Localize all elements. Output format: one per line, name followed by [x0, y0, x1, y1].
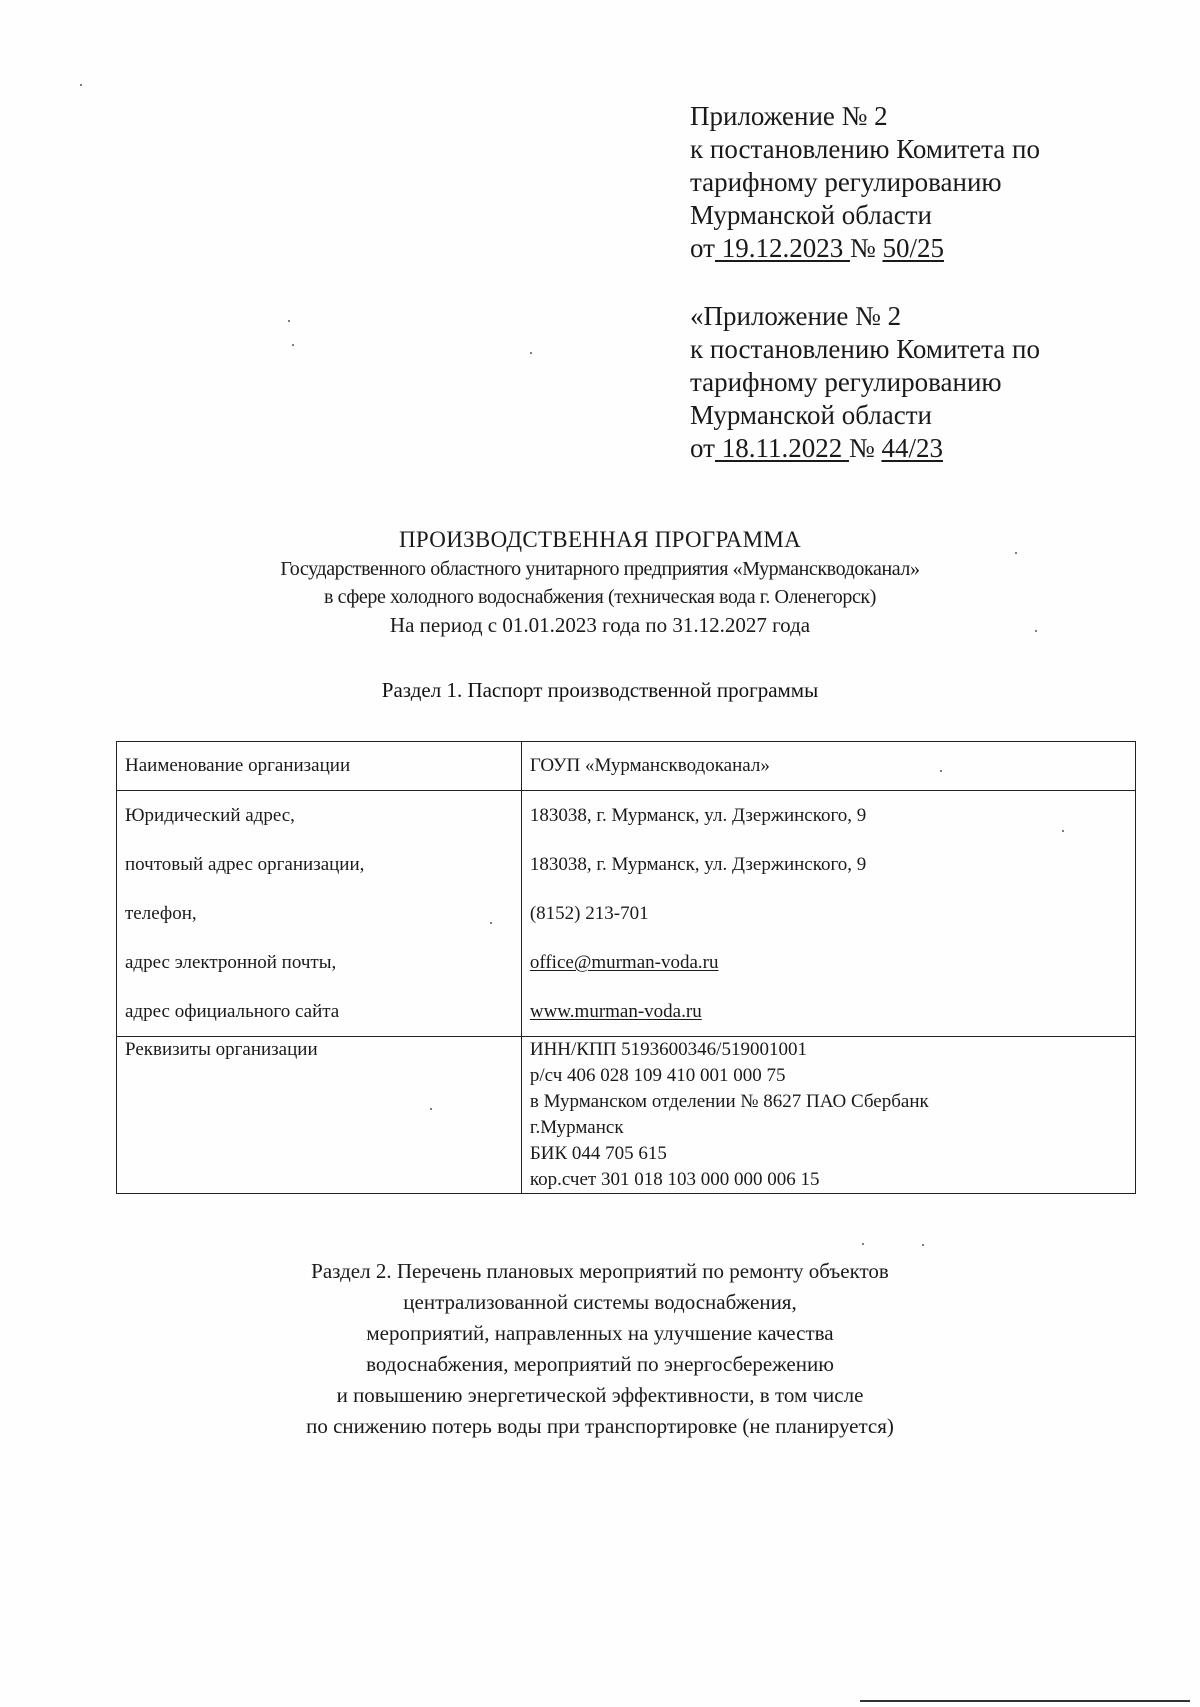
requisites-line: р/сч 406 028 109 410 001 000 75	[529, 1065, 786, 1086]
appendix-previous-date-line	[690, 432, 1150, 465]
appendix-previous-prefix: от	[690, 433, 715, 463]
section2-line: мероприятий, направленных на улучшение качества	[366, 1321, 834, 1345]
program-scope: в сфере холодного водоснабжения (техническая вода г. Оленегорск)	[323, 586, 876, 608]
phone-label: телефон,	[125, 903, 197, 924]
website-label: адрес официального сайта	[125, 1001, 340, 1022]
phone-value: (8152) 213-701	[529, 903, 649, 924]
scan-speck	[80, 84, 82, 86]
requisites-line: г.Мурманск	[529, 1117, 624, 1138]
scan-speck	[288, 320, 290, 322]
appendix-previous-date: 18.11.2022	[714, 433, 849, 463]
email-link-row	[530, 938, 1127, 987]
bottom-scan-line	[860, 1700, 1190, 1702]
passport-table	[116, 741, 1136, 1194]
table-cell	[521, 791, 1135, 1037]
appendix-current-number-sign: №	[849, 233, 883, 263]
section2-line: и повышению энергетической эффективности, в том числе	[336, 1383, 864, 1407]
postal-address-value: 183038, г. Мурманск, ул. Дзержинского, 9	[529, 854, 867, 875]
scan-speck	[940, 770, 942, 772]
website-link[interactable]: www.murman-voda.ru	[529, 1001, 702, 1022]
section2-line: по снижению потерь воды при транспортировке (не планируется)	[306, 1414, 894, 1438]
appendix-previous	[690, 300, 1150, 465]
appendix-current-prefix: от	[690, 233, 715, 263]
scan-speck	[1062, 830, 1064, 832]
program-organization: Государственного областного унитарного предприятия «Мурманскводоканал»	[280, 558, 920, 580]
appendix-previous-line4: Мурманской области	[690, 400, 932, 430]
section2-heading	[0, 1256, 1200, 1442]
program-title: ПРОИЗВОДСТВЕННАЯ ПРОГРАММА	[399, 527, 801, 552]
scan-speck	[862, 1243, 864, 1245]
appendix-previous-number-sign: №	[848, 433, 882, 463]
appendix-current-date-line	[690, 232, 1150, 265]
table-row	[117, 742, 1136, 791]
table-cell	[117, 742, 522, 791]
appendix-previous-number: 44/23	[881, 433, 943, 463]
scan-speck	[1035, 630, 1037, 632]
requisites-line: ИНН/КПП 5193600346/519001001	[529, 1039, 807, 1060]
email-label: адрес электронной почты,	[125, 952, 337, 973]
section2-line: водоснабжения, мероприятий по энергосбережению	[366, 1352, 834, 1376]
appendix-current-line3: тарифному регулированию	[690, 167, 1002, 197]
section2-line: Раздел 2. Перечень плановых мероприятий по ремонту объектов	[311, 1259, 889, 1283]
requisites-line: в Мурманском отделении № 8627 ПАО Сбербанк	[529, 1091, 929, 1112]
section1-heading: Раздел 1. Паспорт производственной программы	[381, 678, 819, 702]
appendix-current-line1: Приложение № 2	[690, 101, 888, 131]
requisites-line: кор.счет 301 018 103 000 000 006 15	[529, 1169, 820, 1190]
scan-speck	[490, 922, 492, 924]
website-link-row	[530, 987, 1127, 1036]
scan-speck	[530, 352, 532, 354]
scan-speck	[292, 344, 294, 346]
appendix-current-line2: к постановлению Комитета по	[690, 134, 1040, 164]
requisites-line: БИК 044 705 615	[529, 1143, 667, 1164]
scan-speck	[1015, 552, 1017, 554]
program-title-block	[0, 525, 1200, 639]
table-row	[117, 1037, 1136, 1194]
table-cell	[117, 1037, 522, 1194]
scan-speck	[430, 1108, 432, 1110]
email-link[interactable]: office@murman-voda.ru	[529, 952, 719, 973]
appendix-current-number: 50/25	[882, 233, 944, 263]
appendix-current-date: 19.12.2023	[714, 233, 850, 263]
table-cell	[521, 742, 1135, 791]
legal-address-label: Юридический адрес,	[125, 805, 295, 826]
scan-speck	[922, 1244, 924, 1246]
requisites-label: Реквизиты организации	[125, 1039, 318, 1060]
org-name-label: Наименование организации	[125, 755, 351, 776]
appendix-previous-line3: тарифному регулированию	[690, 367, 1002, 397]
section2-line: централизованной системы водоснабжения,	[403, 1290, 797, 1314]
legal-address-value: 183038, г. Мурманск, ул. Дзержинского, 9	[529, 805, 867, 826]
program-period: На период с 01.01.2023 года по 31.12.2027 года	[389, 613, 811, 637]
postal-address-label: почтовый адрес организации,	[125, 854, 365, 875]
table-row	[117, 791, 1136, 1037]
table-cell	[521, 1037, 1135, 1194]
appendix-current-line4: Мурманской области	[690, 200, 932, 230]
appendix-current	[690, 100, 1150, 265]
appendix-previous-line2: к постановлению Комитета по	[690, 334, 1040, 364]
appendix-previous-line1: «Приложение № 2	[690, 301, 902, 331]
org-name-value: ГОУП «Мурманскводоканал»	[529, 755, 770, 776]
table-cell	[117, 791, 522, 1037]
